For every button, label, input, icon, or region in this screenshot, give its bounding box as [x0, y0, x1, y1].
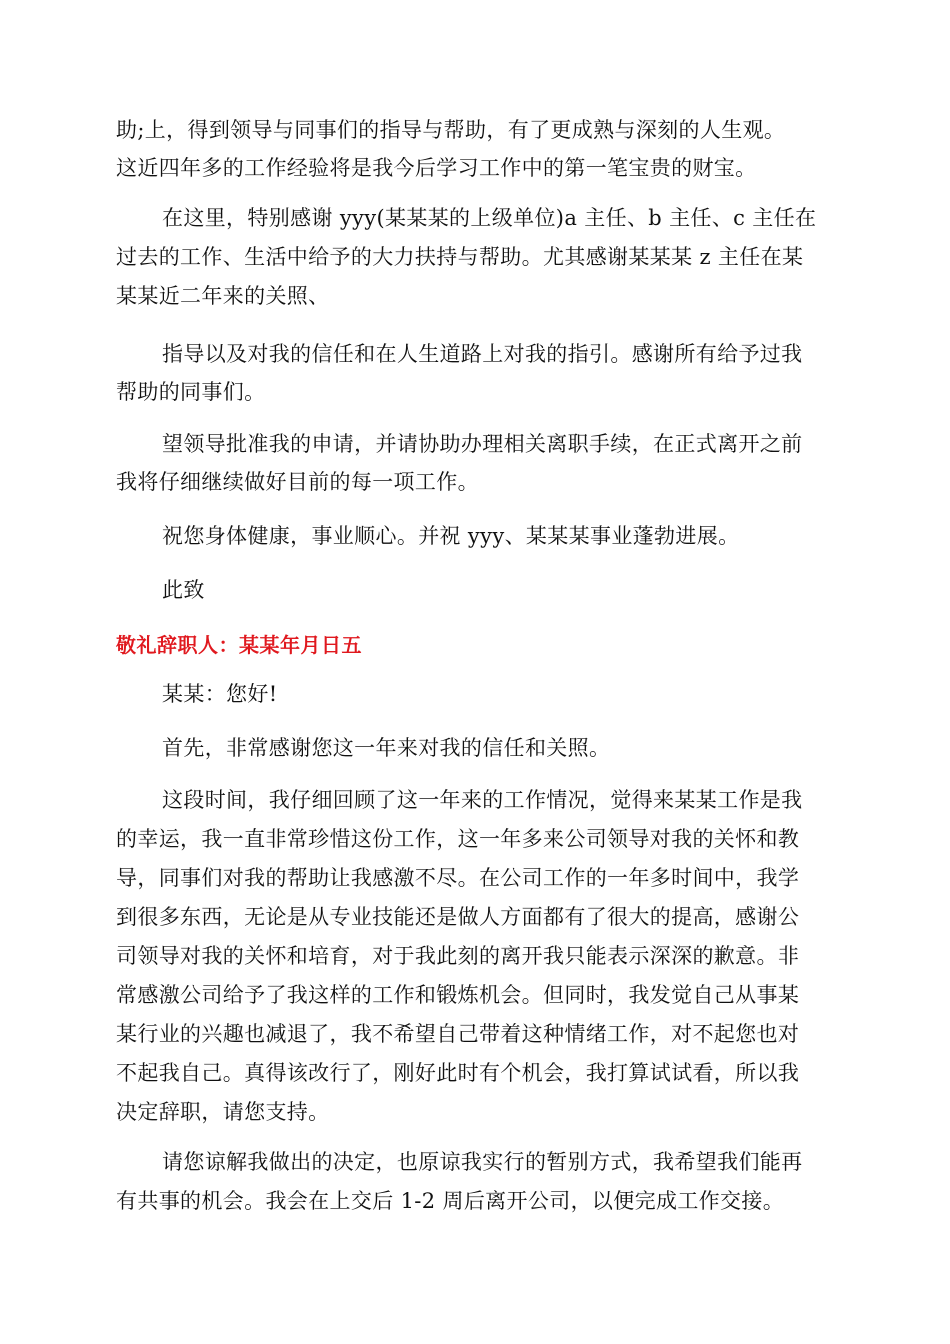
paragraph-line: 过去的工作、生活中给予的大力扶持与帮助。尤其感谢某某某 z 主任在某: [116, 245, 804, 269]
paragraph-line: 助;上，得到领导与同事们的指导与帮助，有了更成熟与深刻的人生观。: [116, 118, 786, 142]
closing-line: 此致: [162, 578, 205, 602]
paragraph-line: 指导以及对我的信任和在人生道路上对我的指引。感谢所有给予过我: [162, 342, 803, 366]
paragraph-line: 的幸运，我一直非常珍惜这份工作，这一年多来公司领导对我的关怀和教: [116, 827, 800, 851]
paragraph-line: 请您谅解我做出的决定，也原谅我实行的暂别方式，我希望我们能再: [162, 1150, 803, 1174]
paragraph-line: 导，同事们对我的帮助让我感激不尽。在公司工作的一年多时间中，我学: [116, 866, 800, 890]
paragraph-line: 不起我自己。真得该改行了，刚好此时有个机会，我打算试试看，所以我: [116, 1061, 800, 1085]
paragraph-line: 这近四年多的工作经验将是我今后学习工作中的第一笔宝贵的财宝。: [116, 156, 757, 180]
paragraph-line: 在这里，特别感谢 yyy(某某某的上级单位)a 主任、b 主任、c 主任在: [162, 206, 817, 230]
paragraph-line: 有共事的机会。我会在上交后 1-2 周后离开公司，以便完成工作交接。: [116, 1189, 785, 1213]
paragraph-line: 祝您身体健康，事业顺心。并祝 yyy、某某某事业蓬勃进展。: [162, 524, 740, 548]
paragraph-line: 首先，非常感谢您这一年来对我的信任和关照。: [162, 736, 611, 760]
paragraph-line: 帮助的同事们。: [116, 380, 266, 404]
section-heading: 敬礼辞职人：某某年月日五: [116, 633, 362, 657]
paragraph-line: 某行业的兴趣也减退了，我不希望自己带着这种情绪工作，对不起您也对: [116, 1022, 800, 1046]
paragraph-line: 某某近二年来的关照、: [116, 284, 330, 308]
paragraph-line: 决定辞职，请您支持。: [116, 1100, 330, 1124]
paragraph-line: 望领导批准我的申请，并请协助办理相关离职手续，在正式离开之前: [162, 432, 803, 456]
salutation-line: 某某：您好!: [162, 682, 278, 706]
paragraph-line: 常感激公司给予了我这样的工作和锻炼机会。但同时，我发觉自己从事某: [116, 983, 800, 1007]
paragraph-line: 司领导对我的关怀和培育，对于我此刻的离开我只能表示深深的歉意。非: [116, 944, 800, 968]
paragraph-line: 我将仔细继续做好目前的每一项工作。: [116, 470, 479, 494]
paragraph-line: 到很多东西，无论是从专业技能还是做人方面都有了很大的提高，感谢公: [116, 905, 800, 929]
paragraph-line: 这段时间，我仔细回顾了这一年来的工作情况，觉得来某某工作是我: [162, 788, 803, 812]
